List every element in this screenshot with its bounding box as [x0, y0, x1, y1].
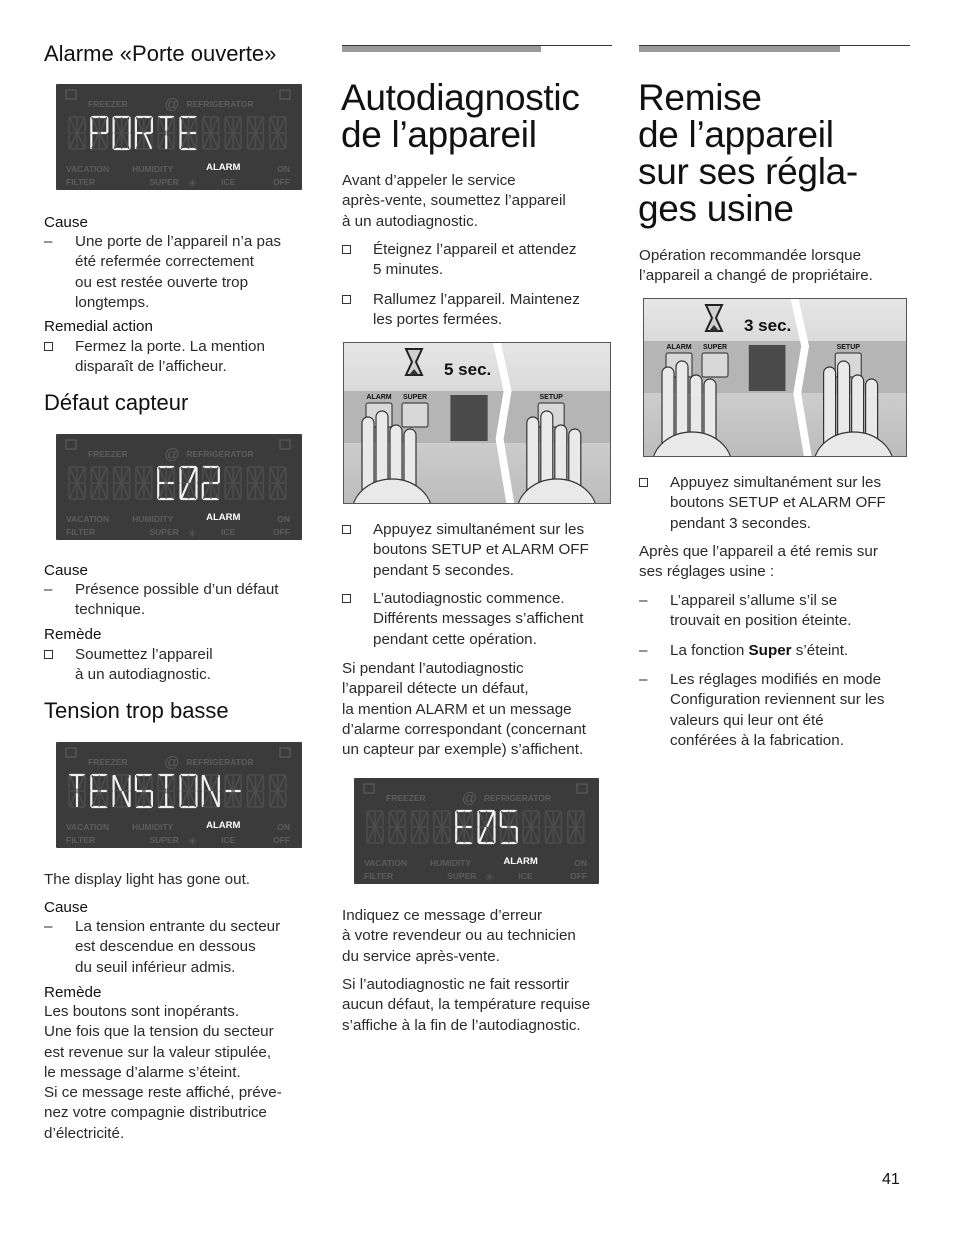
setup-label: SETUP	[539, 394, 563, 401]
lcd-digit-cell	[69, 117, 85, 149]
filter-label: FILTER	[66, 527, 96, 537]
timer-label: 3 sec.	[744, 316, 792, 335]
at-symbol: @	[164, 446, 180, 463]
lcd-digit-cell	[456, 811, 472, 843]
heading-door-alarm: Alarme «Porte ouverte»	[44, 41, 277, 66]
text-line: s’affiche à la fin de l’autodiagnostic.	[342, 1016, 581, 1034]
lcd-digit-cell	[247, 775, 263, 807]
snowflake-icon: ✳	[485, 872, 495, 884]
text-line: à votre revendeur ou au technicien	[342, 927, 576, 945]
text-line: été refermée correctement	[75, 253, 254, 271]
lcd-digit-cell	[158, 775, 174, 807]
text-line: Présence possible d’un défaut	[75, 581, 279, 598]
step-text	[373, 589, 583, 650]
lcd-digit-cell	[91, 467, 107, 499]
on-label: ON	[277, 514, 290, 524]
vacation-label: VACATION	[66, 514, 110, 524]
section-rule-bar	[342, 46, 541, 52]
display-panel-error	[354, 778, 599, 884]
paragraph	[639, 542, 914, 583]
filter-label: FILTER	[66, 177, 96, 187]
text-line: trouvait en position éteinte.	[670, 612, 852, 630]
humidity-label: HUMIDITY	[132, 822, 174, 832]
snowflake-icon: ✳	[187, 836, 197, 848]
ice-label: ICE	[518, 871, 533, 881]
text-line: Éteignez l’appareil et attendez	[373, 241, 577, 258]
remedy-label: Remède	[44, 626, 102, 643]
super-label: SUPER	[702, 344, 728, 351]
text-line: ges usine	[638, 188, 794, 229]
lcd-digit-cell	[501, 811, 517, 843]
cause-text	[75, 580, 278, 621]
text-line: Opération recommandée lorsque	[639, 247, 862, 264]
text-line: à un autodiagnostic.	[342, 212, 478, 230]
lcd-digit-cell	[136, 467, 152, 499]
text-line: Après que l’appareil a été remis sur	[639, 543, 878, 560]
ice-label: ICE	[221, 177, 236, 187]
vacation-label: VACATION	[364, 858, 408, 868]
lcd-digit-cell	[545, 811, 561, 843]
at-symbol: @	[461, 790, 478, 807]
checkbox-icon	[342, 525, 351, 534]
bullet-text	[670, 591, 852, 632]
remedy-label: Remedial action	[44, 318, 153, 335]
checkbox-icon	[44, 650, 53, 659]
bullet-text	[670, 670, 884, 751]
snowflake-icon: ✳	[187, 178, 197, 190]
title-factory-reset	[638, 79, 858, 227]
lcd-digit-cell	[203, 117, 219, 149]
lcd-digit-cell	[225, 775, 241, 807]
alarm-indicator: ALARM	[503, 856, 538, 867]
text-line: Avant d’appeler le service	[342, 172, 516, 189]
text-line: de l’appareil	[638, 114, 834, 155]
refrigerator-label: REFRIGERATOR	[186, 757, 254, 767]
lcd-digit-cell	[136, 775, 152, 807]
lcd-digit-cell	[225, 117, 241, 149]
lcd-digit-cell	[389, 811, 405, 843]
text-line: disparaît de l’afficheur.	[75, 358, 227, 376]
lcd-digit-cell	[203, 467, 219, 499]
text-line: Fermez la porte. La mention	[75, 338, 265, 355]
lcd-digit-cell	[114, 775, 130, 807]
lcd-digit-cell	[247, 117, 263, 149]
text-line: d’alarme correspondant (concernant	[342, 720, 586, 738]
text-line: La tension entrante du secteur	[75, 918, 281, 935]
text-line: Les boutons sont inopérants.	[44, 1003, 240, 1020]
text-line: pendant 3 secondes.	[670, 514, 812, 532]
text-line: Autodiagnostic	[341, 77, 580, 118]
cause-text	[75, 917, 280, 978]
text-line: les portes fermées.	[373, 311, 503, 329]
lcd-digit-cell	[91, 775, 107, 807]
super-label: SUPER	[447, 871, 477, 881]
filter-label: FILTER	[66, 835, 96, 845]
humidity-label: HUMIDITY	[132, 164, 174, 174]
super-bold: Super	[748, 642, 792, 659]
lcd-digit-cell	[158, 117, 174, 149]
step-text	[670, 473, 886, 534]
lcd-digit-cell	[434, 811, 450, 843]
lcd-digit-cell	[181, 775, 197, 807]
cause-label: Cause	[44, 562, 88, 579]
text-line: technique.	[75, 601, 146, 619]
text-line: à un autodiagnostic.	[75, 666, 211, 684]
setup-label: SETUP	[836, 344, 860, 351]
intro-text	[639, 246, 914, 287]
timer-label: 5 sec.	[444, 360, 492, 379]
text-line: nez votre compagnie distributrice	[44, 1104, 267, 1122]
text-line: du seuil inférieur admis.	[75, 958, 236, 976]
refrigerator-label: REFRIGERATOR	[186, 99, 254, 109]
text-line: L’autodiagnostic commence.	[373, 590, 565, 607]
intro-text	[342, 171, 612, 232]
text-line: L’appareil s’allume s’il se	[670, 592, 838, 609]
on-label: ON	[574, 858, 587, 868]
super-label: SUPER	[149, 835, 179, 845]
lcd-digit-cell	[479, 811, 495, 843]
step-text	[373, 290, 580, 331]
text-line: la mention ALARM et un message	[342, 700, 572, 718]
text-line: Différents messages s’affichent	[373, 610, 584, 628]
checkbox-icon	[639, 478, 648, 487]
lcd-digit-cell	[367, 811, 383, 843]
text-line: Appuyez simultanément sur les	[670, 474, 882, 491]
page-number: 41	[882, 1171, 900, 1188]
lcd-digit-cell	[203, 775, 219, 807]
text-line: un capteur par exemple) s’affichent.	[342, 741, 584, 759]
title-autodiagnostic	[341, 79, 580, 153]
text-line: aucun défaut, la température requise	[342, 996, 591, 1014]
filter-label: FILTER	[364, 871, 394, 881]
cause-label: Cause	[44, 214, 88, 231]
text-line: sur ses régla-	[638, 151, 858, 192]
lcd-digit-cell	[270, 117, 286, 149]
lcd-digit-cell	[158, 467, 174, 499]
text-line: ou est restée ouverte trop	[75, 273, 249, 291]
vacation-label: VACATION	[66, 822, 110, 832]
lcd-digit-cell	[114, 467, 130, 499]
super-label: SUPER	[402, 394, 428, 401]
text-line: boutons SETUP et ALARM OFF	[373, 541, 589, 559]
text-line: longtemps.	[75, 293, 150, 311]
freezer-label: FREEZER	[88, 757, 128, 767]
text-line: pendant 5 secondes.	[373, 561, 515, 579]
text-line: l’appareil détecte un défaut,	[342, 680, 529, 698]
text-line: Rallumez l’appareil. Maintenez	[373, 291, 580, 308]
remedy-text	[75, 337, 265, 378]
ice-label: ICE	[221, 527, 236, 537]
off-label: OFF	[273, 835, 290, 845]
lcd-digit-cell	[270, 467, 286, 499]
text-line: l’appareil a changé de propriétaire.	[639, 267, 873, 285]
alarm-indicator: ALARM	[206, 512, 241, 523]
text-line: Si l’autodiagnostic ne fait ressortir	[342, 976, 570, 993]
remedy-text	[44, 1002, 324, 1144]
lcd-digit-cell	[247, 467, 263, 499]
alarm-indicator: ALARM	[206, 820, 241, 831]
alarm-label: ALARM	[666, 344, 692, 351]
step-text	[373, 240, 576, 281]
lcd-digit-cell	[412, 811, 428, 843]
text-line: valeurs qui leur ont été	[670, 711, 824, 729]
freezer-label: FREEZER	[88, 99, 128, 109]
off-label: OFF	[273, 177, 290, 187]
text-line: Une porte de l’appareil n’a pas	[75, 233, 282, 250]
text-line: Indiquez ce message d’erreur	[342, 907, 543, 924]
lcd-digit-cell	[136, 117, 152, 149]
humidity-label: HUMIDITY	[429, 858, 472, 868]
cause-label: Cause	[44, 899, 88, 916]
text-line: boutons SETUP et ALARM OFF	[670, 494, 886, 512]
text-line: ses réglages usine :	[639, 563, 775, 581]
lcd-digit-cell	[91, 117, 107, 149]
off-label: OFF	[273, 527, 290, 537]
snowflake-icon: ✳	[187, 528, 197, 540]
text-line: Si pendant l’autodiagnostic	[342, 660, 524, 677]
section-rule-bar	[639, 46, 840, 52]
text-line: Soumettez l’appareil	[75, 646, 213, 663]
checkbox-icon	[342, 594, 351, 603]
checkbox-icon	[342, 245, 351, 254]
display-panel-door	[56, 84, 302, 190]
freezer-label: FREEZER	[88, 449, 128, 459]
text-line: Configuration reviennent sur les	[670, 691, 885, 709]
text-line: Une fois que la tension du secteur	[44, 1023, 274, 1041]
display-light-note: The display light has gone out.	[44, 871, 251, 888]
lcd-digit-cell	[69, 775, 85, 807]
lcd-digit-cell	[270, 775, 286, 807]
vacation-label: VACATION	[66, 164, 110, 174]
text-line: le message d’alarme s’éteint.	[44, 1063, 241, 1081]
off-label: OFF	[570, 871, 587, 881]
text-line: 5 minutes.	[373, 261, 444, 279]
on-label: ON	[277, 164, 290, 174]
text-line: Si ce message reste affiché, préve-	[44, 1084, 282, 1102]
text-line: est descendue en dessous	[75, 938, 256, 956]
text-line: de l’appareil	[341, 114, 537, 155]
alarm-indicator: ALARM	[206, 162, 241, 173]
checkbox-icon	[44, 342, 53, 351]
humidity-label: HUMIDITY	[132, 514, 174, 524]
paragraph	[342, 906, 617, 967]
text-line: Remise	[638, 77, 762, 118]
alarm-label: ALARM	[366, 394, 392, 401]
step-text	[373, 520, 589, 581]
cause-text	[75, 232, 281, 313]
button-press-photo-3sec	[643, 298, 907, 457]
lcd-digit-cell	[523, 811, 539, 843]
super-label: SUPER	[149, 177, 179, 187]
lcd-digit-cell	[181, 467, 197, 499]
text-line: d’électricité.	[44, 1124, 125, 1142]
refrigerator-label: REFRIGERATOR	[186, 449, 254, 459]
text-line: est revenue sur la valeur stipulée,	[44, 1043, 272, 1061]
remedy-text	[75, 645, 213, 686]
text-line: pendant cette opération.	[373, 630, 537, 648]
on-label: ON	[277, 822, 290, 832]
super-button	[702, 353, 728, 377]
heading-low-voltage: Tension trop basse	[44, 698, 229, 723]
heading-sensor-fault: Défaut capteur	[44, 390, 189, 415]
ice-label: ICE	[221, 835, 236, 845]
text-line: du service après-vente.	[342, 947, 500, 965]
mini-display	[749, 345, 786, 391]
remedy-label: Remède	[44, 984, 102, 1001]
text-line: Les réglages modifiés en mode	[670, 671, 882, 688]
text-line: conférées à la fabrication.	[670, 731, 844, 749]
super-button	[402, 403, 428, 427]
lcd-digit-cell	[568, 811, 584, 843]
super-label: SUPER	[149, 527, 179, 537]
refrigerator-label: REFRIGERATOR	[483, 793, 552, 803]
text-line: après-vente, soumettez l’appareil	[342, 192, 566, 210]
mini-display	[450, 395, 487, 441]
lcd-digit-cell	[69, 467, 85, 499]
at-symbol: @	[164, 96, 180, 113]
paragraph	[342, 975, 617, 1036]
paragraph	[342, 659, 617, 760]
lcd-digit-cell	[181, 117, 197, 149]
freezer-label: FREEZER	[386, 793, 426, 803]
button-press-photo-5sec	[343, 342, 611, 504]
display-panel-sensor	[56, 434, 302, 540]
display-panel-voltage	[56, 742, 302, 848]
lcd-digit-cell	[225, 467, 241, 499]
at-symbol: @	[164, 754, 180, 771]
checkbox-icon	[342, 295, 351, 304]
text-line: Appuyez simultanément sur les	[373, 521, 585, 538]
lcd-digit-cell	[114, 117, 130, 149]
